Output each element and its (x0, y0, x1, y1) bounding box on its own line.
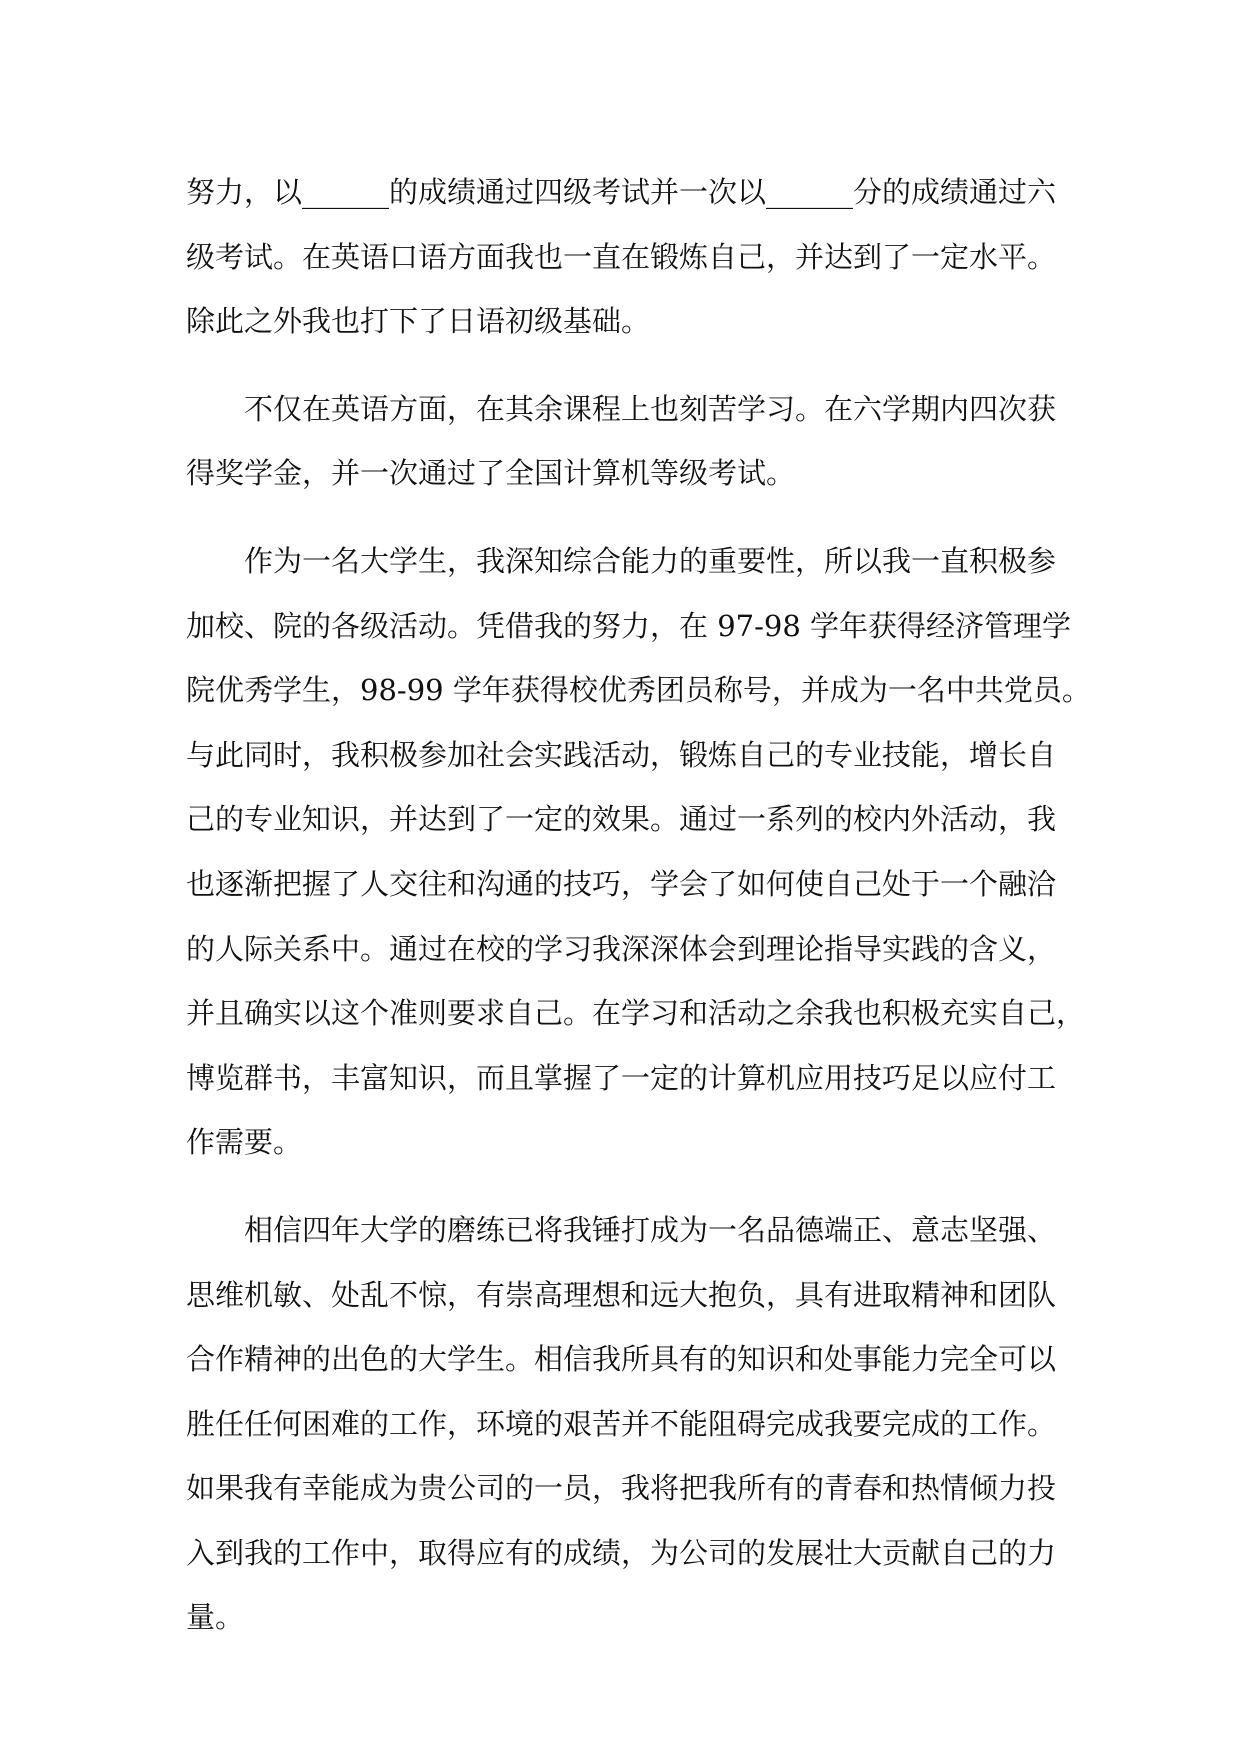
text-line: 作为一名大学生，我深知综合能力的重要性，所以我一直积极参 (244, 543, 1057, 578)
paragraph-gap (186, 1175, 1056, 1198)
text-line: 不仅在英语方面，在其余课程上也刻苦学习。在六学期内四次获 (244, 391, 1057, 426)
paragraph-other-courses (186, 377, 1056, 506)
text-line: 合作精神的出色的大学生。相信我所具有的知识和处事能力完全可以 (186, 1342, 1057, 1377)
paragraph-activities (186, 529, 1091, 1175)
text-line: 思维机敏、处乱不惊，有崇高理想和远大抱负，具有进取精神和团队 (186, 1277, 1057, 1312)
document-body (186, 160, 1091, 1650)
paragraph-gap (186, 506, 1056, 529)
text-line: 如果我有幸能成为贵公司的一员，我将把我所有的青春和热情倾力投 (186, 1471, 1057, 1506)
paragraph-gap (186, 354, 1056, 377)
text-line: 博览群书，丰富知识，而且掌握了一定的计算机应用技巧足以应付工 (186, 1060, 1057, 1095)
text-line: 的人际关系中。通过在校的学习我深深体会到理论指导实践的含义， (186, 931, 1057, 966)
text-line: 量。 (186, 1600, 245, 1635)
paragraph-language-skills (186, 160, 1056, 354)
text-line: 己的专业知识，并达到了一定的效果。通过一系列的校内外活动，我 (186, 802, 1057, 837)
text-line: 得奖学金，并一次通过了全国计算机等级考试。 (186, 456, 796, 491)
paragraph-conclusion (186, 1198, 1056, 1650)
text-line: 院优秀学生，98-99 学年获得校优秀团员称号，并成为一名中共党员。 (186, 673, 1091, 708)
text-line: 并且确实以这个准则要求自己。在学习和活动之余我也积极充实自己， (186, 996, 1086, 1031)
text-line: 级考试。在英语口语方面我也一直在锻炼自己，并达到了一定水平。 (186, 239, 1057, 274)
text-line: 与此同时，我积极参加社会实践活动，锻炼自己的专业技能，增长自 (186, 737, 1057, 772)
text-line: 加校、院的各级活动。凭借我的努力，在 97-98 学年获得经济管理学 (186, 608, 1072, 643)
text-line: 胜任任何困难的工作，环境的艰苦并不能阻碍完成我要完成的工作。 (186, 1406, 1057, 1441)
text-line: 也逐渐把握了人交往和沟通的技巧，学会了如何使自己处于一个融洽 (186, 866, 1057, 901)
text-line: 除此之外我也打下了日语初级基础。 (186, 304, 651, 339)
text-line: 作需要。 (186, 1125, 303, 1160)
text-line: 入到我的工作中，取得应有的成绩，为公司的发展壮大贡献自己的力 (186, 1535, 1057, 1570)
text-line: 相信四年大学的磨练已将我锤打成为一名品德端正、意志坚强、 (244, 1212, 1057, 1247)
text-line: 努力，以______的成绩通过四级考试并一次以______分的成绩通过六 (186, 175, 1057, 209)
